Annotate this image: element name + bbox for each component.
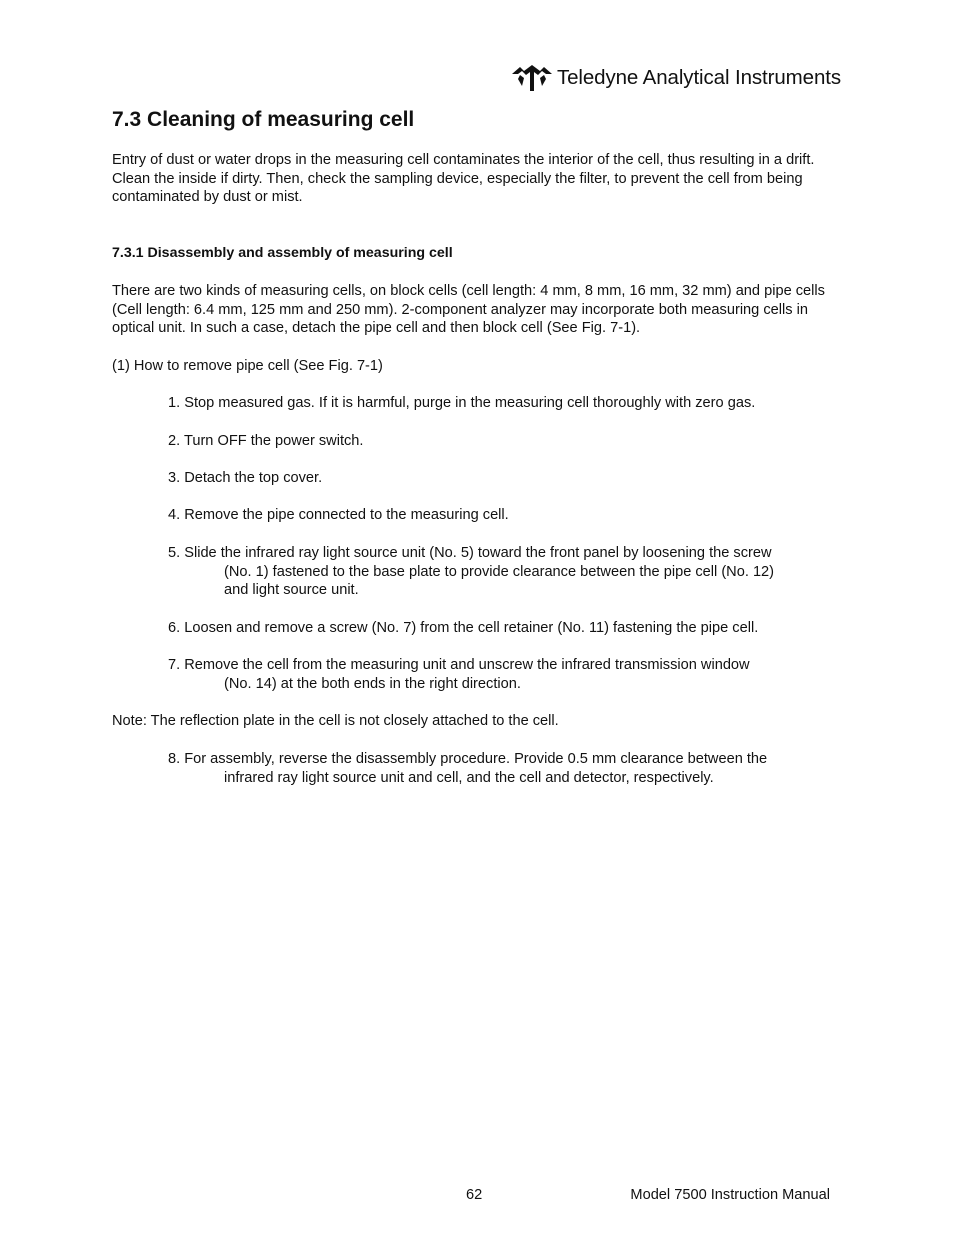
step-3 <box>168 469 858 488</box>
note: Note: The reflection plate in the cell is not closely attached to the cell. <box>112 713 559 729</box>
step-text: 6. Loosen and remove a screw (No. 7) from the cell retainer (No. 11) fastening the pipe cell. <box>168 620 759 636</box>
step-text: 8. For assembly, reverse the disassembly procedure. Provide 0.5 mm clearance between the <box>168 751 768 767</box>
step-continuation: (No. 1) fastened to the base plate to provide clearance between the pipe cell (No. 12) <box>224 563 775 580</box>
subsection-intro: There are two kinds of measuring cells, on block cells (cell length: 4 mm, 8 mm, 16 mm, 32 mm) and pipe cells (Cell length: 6.4 mm, 125 mm and 250 mm). 2-component analyzer may incorporate both measuring cells in optical unit. In such a case, detach the pipe cell and then block cell (See Fig. 7-1). <box>112 283 825 337</box>
step-text: 1. Stop measured gas. If it is harmful, purge in the measuring cell thoroughly with zero gas. <box>168 395 756 411</box>
procedure-title: (1) How to remove pipe cell (See Fig. 7-1) <box>112 358 383 374</box>
section-intro: Entry of dust or water drops in the measuring cell contaminates the interior of the cell, thus resulting in a drift. Clean the inside if dirty. Then, check the sampling device, especially the filter, to prevent the cell from being contaminated by dust or mist. <box>112 152 815 206</box>
subsection-title: 7.3.1 Disassembly and assembly of measuring cell <box>112 245 453 261</box>
teledyne-logo-icon <box>511 64 553 92</box>
step-7 <box>168 656 858 693</box>
step-4 <box>168 506 858 525</box>
brand-name: Teledyne Analytical Instruments <box>556 66 841 89</box>
manual-name: Model 7500 Instruction Manual <box>630 1187 830 1203</box>
step-8 <box>168 750 858 787</box>
section-title: 7.3 Cleaning of measuring cell <box>112 108 415 131</box>
step-text: 7. Remove the cell from the measuring unit and unscrew the infrared transmission window <box>168 657 750 673</box>
step-6 <box>168 619 858 638</box>
step-continuation: and light source unit. <box>224 582 359 599</box>
page-number: 62 <box>466 1187 483 1203</box>
page-header <box>511 64 841 92</box>
step-5 <box>168 544 858 600</box>
step-1 <box>168 394 858 413</box>
step-text: 5. Slide the infrared ray light source unit (No. 5) toward the front panel by loosening the screw <box>168 545 772 561</box>
step-continuation: (No. 14) at the both ends in the right direction. <box>224 675 521 692</box>
step-text: 4. Remove the pipe connected to the measuring cell. <box>168 507 509 523</box>
step-text: 2. Turn OFF the power switch. <box>168 433 364 449</box>
step-text: 3. Detach the top cover. <box>168 470 323 486</box>
step-2 <box>168 432 858 451</box>
step-continuation: infrared ray light source unit and cell, and the cell and detector, respectively. <box>224 769 714 786</box>
